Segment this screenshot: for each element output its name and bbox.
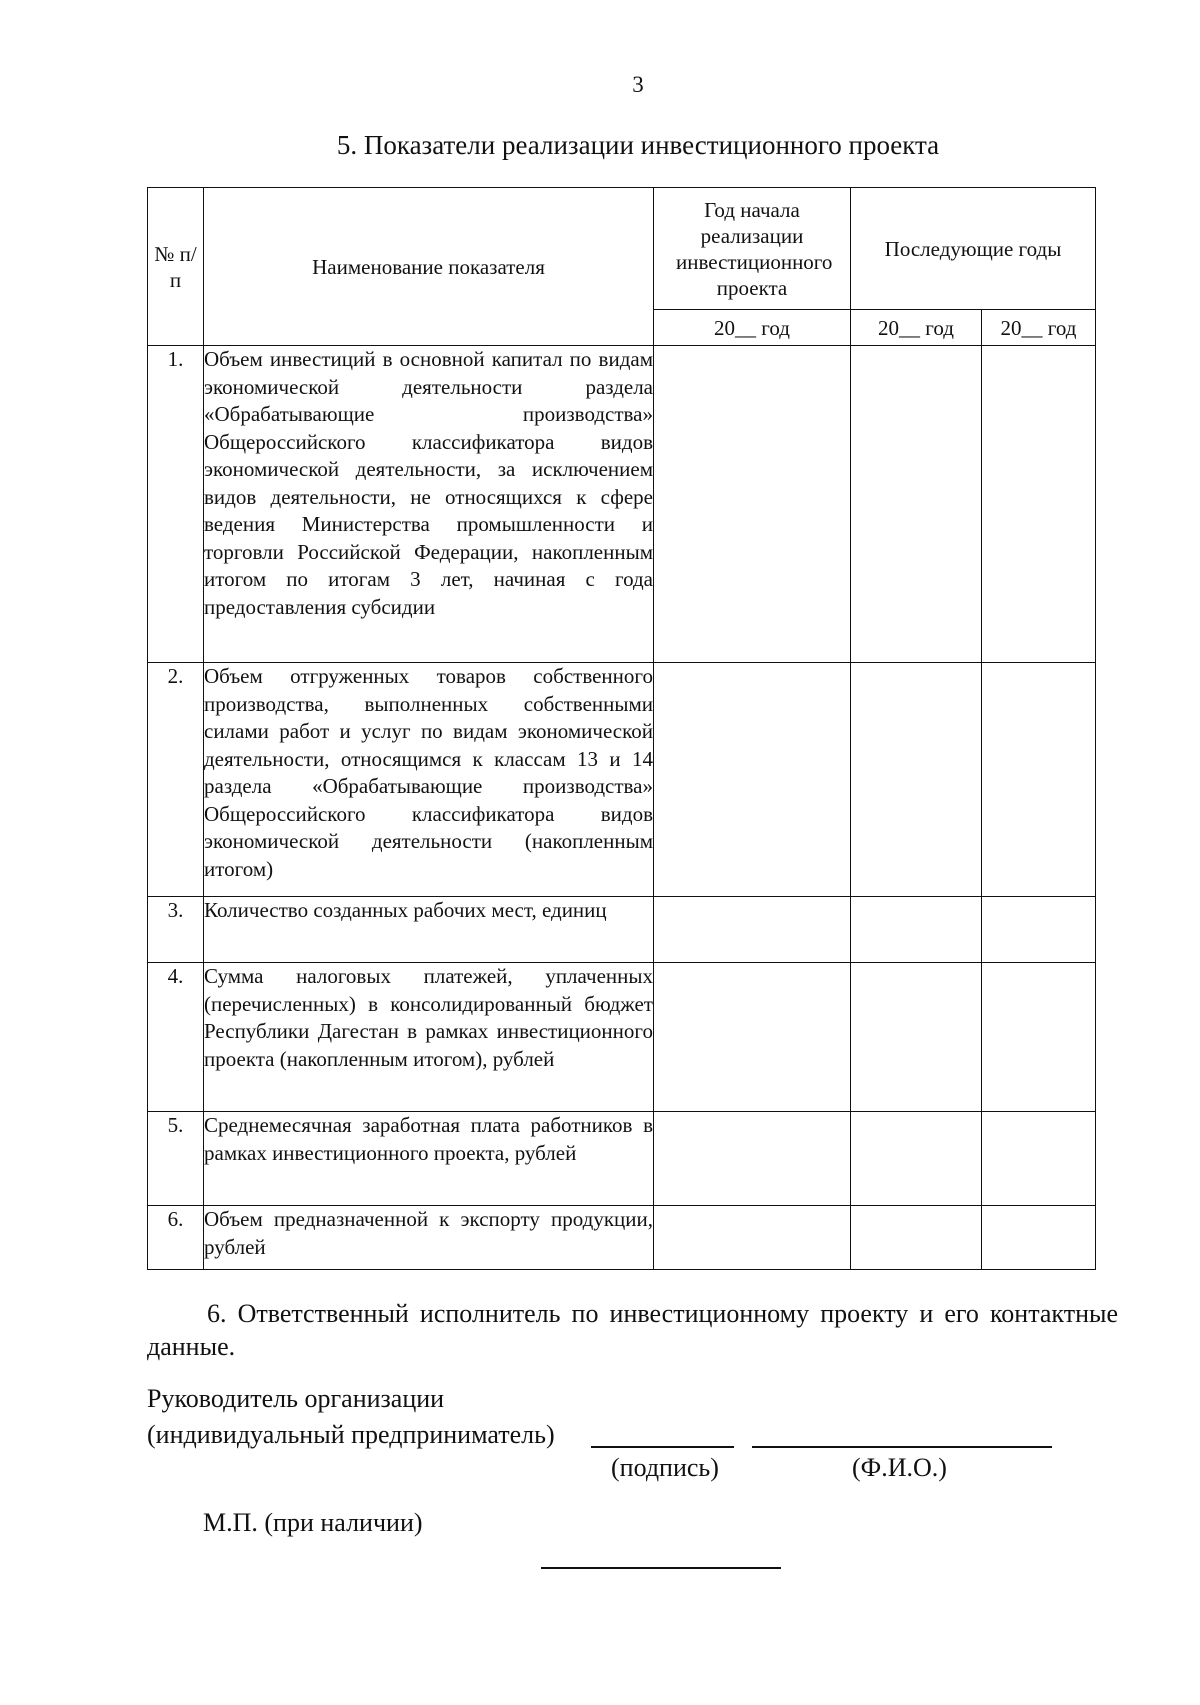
header-year-cell: 20__ год: [654, 310, 851, 346]
closing-line: [541, 1567, 781, 1569]
row-indicator-text: Объем инвестиций в основной капитал по видам экономической деятельности раздела «Обрабатывающие производства» Общероссийского классификатора видов экономической деятельности, за исключением видов деятельности, не относящихся к сфере ведения Министерства промышленности и торговли Российской Федерации, накопленным итогом по итогам 3 лет, начиная с года предоставления субсидии: [204, 346, 654, 663]
row-value-cell: [654, 346, 851, 663]
row-number: 5.: [148, 1112, 204, 1206]
row-number: 3.: [148, 897, 204, 963]
table-row: [148, 963, 1096, 1112]
header-year-cell: 20__ год: [851, 310, 982, 346]
table-row: [148, 1206, 1096, 1270]
row-indicator-text: Объем предназначенной к экспорту продукции, рублей: [204, 1206, 654, 1270]
section-title: 5. Показатели реализации инвестиционного проекта: [336, 130, 940, 160]
row-indicator-text: Среднемесячная заработная плата работников в рамках инвестиционного проекта, рублей: [204, 1112, 654, 1206]
row-value-cell: [982, 1206, 1096, 1270]
row-value-cell: [851, 346, 982, 663]
indicators-table: [147, 187, 1096, 1270]
row-value-cell: [654, 963, 851, 1112]
header-year-cell: 20__ год: [982, 310, 1096, 346]
row-value-cell: [654, 1206, 851, 1270]
row-value-cell: [851, 1112, 982, 1206]
table-row: [148, 1112, 1096, 1206]
row-value-cell: [851, 897, 982, 963]
row-number: 2.: [148, 663, 204, 897]
row-value-cell: [654, 897, 851, 963]
header-start-year: Год начала реализации инвестиционного проекта: [654, 188, 851, 310]
table-row: [148, 346, 1096, 663]
row-indicator-text: Объем отгруженных товаров собственного производства, выполненных собственными силами работ и услуг по видам экономической деятельности, относящимся к классам 13 и 14 раздела «Обрабатывающие производства» Общероссийского классификатора видов экономической деятельности (накопленным итогом): [204, 663, 654, 897]
row-value-cell: [851, 963, 982, 1112]
row-number: 6.: [148, 1206, 204, 1270]
header-following-years: Последующие годы: [851, 188, 1096, 310]
head-of-organization-label: Руководитель организации: [147, 1384, 445, 1413]
full-name-caption: (Ф.И.О.): [852, 1453, 947, 1482]
row-value-cell: [982, 1112, 1096, 1206]
section-6-paragraph: 6. Ответственный исполнитель по инвестиционному проекту и его контактные данные.: [147, 1299, 1118, 1361]
row-value-cell: [654, 663, 851, 897]
entrepreneur-label: (индивидуальный предприниматель): [147, 1420, 555, 1449]
row-value-cell: [851, 1206, 982, 1270]
header-indicator-name: Наименование показателя: [204, 188, 654, 346]
row-indicator-text: Количество созданных рабочих мест, единиц: [204, 897, 654, 963]
row-indicator-text: Сумма налоговых платежей, уплаченных (перечисленных) в консолидированный бюджет Республики Дагестан в рамках инвестиционного проекта (накопленным итогом), рублей: [204, 963, 654, 1112]
signature-line: [591, 1446, 734, 1448]
row-value-cell: [982, 663, 1096, 897]
row-number: 4.: [148, 963, 204, 1112]
full-name-line: [752, 1446, 1052, 1448]
signature-caption: (подпись): [611, 1453, 719, 1482]
header-number: № п/п: [148, 188, 204, 346]
page-number: 3: [632, 72, 644, 97]
row-value-cell: [982, 963, 1096, 1112]
table-row: [148, 897, 1096, 963]
row-number: 1.: [148, 346, 204, 663]
row-value-cell: [654, 1112, 851, 1206]
table-row: [148, 663, 1096, 897]
row-value-cell: [982, 897, 1096, 963]
row-value-cell: [851, 663, 982, 897]
row-value-cell: [982, 346, 1096, 663]
stamp-label: М.П. (при наличии): [203, 1508, 423, 1537]
